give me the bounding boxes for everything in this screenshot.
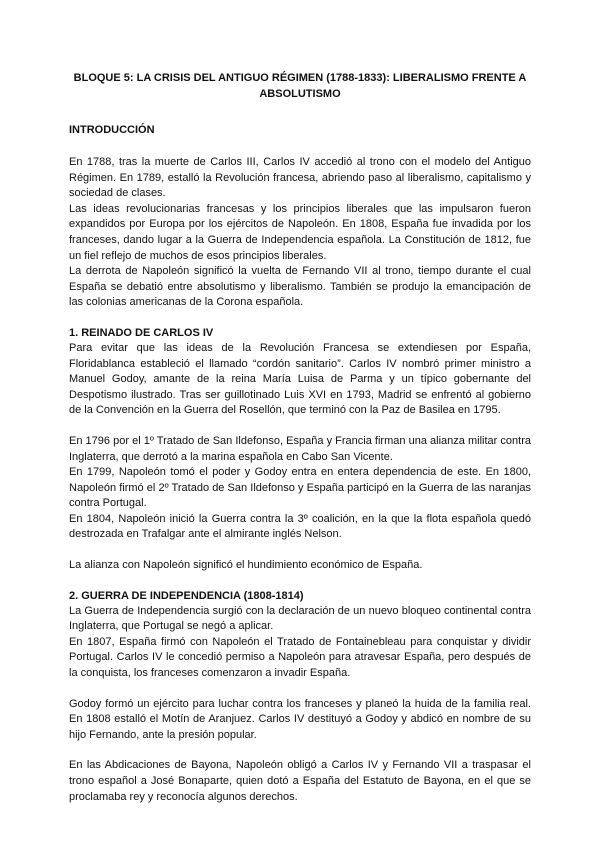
section-1-paragraph-2: En 1796 por el 1º Tratado de San Ildefonso, España y Francia firman una alianza militar contra Inglaterra, que derrotó a la marina española en Cabo San Vicente. <box>69 434 531 463</box>
section-1-heading: 1. REINADO DE CARLOS IV <box>69 326 214 339</box>
section-1-paragraph-3: En 1799, Napoleón tomó el poder y Godoy entra en entera dependencia de este. En 1800, Napoleón firmó el 2º Tratado de San Ildefonso y España participó en la Guerra de las naranjas contra Portugal. <box>69 466 531 510</box>
introduction-paragraph-2: Las ideas revolucionarias francesas y los principios liberales que las impulsaron fueron expandidos por Europa por los ejércitos de Napoleón. En 1808, España fue invadida por los franceses, dando lugar a la Guerra de Independencia española. La Constitución de 1812, fue un fiel reflejo de muchos de esos principios liberales. <box>69 202 531 262</box>
section-1-paragraph-5: La alianza con Napoleón significó el hundimiento económico de España. <box>69 559 423 572</box>
section-2-paragraph-1: La Guerra de Independencia surgió con la declaración de un nuevo bloqueo continental contra Inglaterra, que Portugal se negó a aplicar. <box>69 604 531 633</box>
section-2-paragraph-3: Godoy formó un ejército para luchar contra los franceses y planeó la huida de la familia real. En 1808 estalló el Motín de Aranjuez. Carlos IV destituyó a Godoy y abdicó en nombre de su hijo Fernando, ante la presión popular. <box>69 697 531 741</box>
document-title: BLOQUE 5: LA CRISIS DEL ANTIGUO RÉGIMEN (1788-1833): LIBERALISMO FRENTE A ABSOLUTISMO <box>73 72 527 100</box>
spacer <box>69 682 531 697</box>
introduction-heading: INTRODUCCIÓN <box>69 124 155 136</box>
section-2-heading: 2. GUERRA DE INDEPENDENCIA (1808-1814) <box>69 589 304 602</box>
section-2-paragraph-4: En las Abdicaciones de Bayona, Napoleón obligó a Carlos IV y Fernando VII a traspasar el trono español a José Bonaparte, quien dotó a España del Estatuto de Bayona, en el que se proclamaba rey y reconocía algunos derechos. <box>69 759 531 803</box>
section-1-paragraph-1: Para evitar que las ideas de la Revolución Francesa se extendiesen por España, Floridablanca estableció el llamado “cordón sanitario”. Carlos IV nombró primer ministro a Manuel Godoy, amante de la reina María Luisa de Parma y un típico gobernante del Despotismo ilustrado. Tras ser guillotinado Luis XVI en 1793, Madrid se enfrentó al gobierno de la Convención en la Guerra del Rosellón, que terminó con la Paz de Basilea en 1795. <box>69 341 531 417</box>
introduction-paragraph-1: En 1788, tras la muerte de Carlos III, Carlos IV accedió al trono con el modelo del Antiguo Régimen. En 1789, estalló la Revolución francesa, abriendo paso al liberalismo, capitalismo y sociedad de clases. <box>69 156 531 200</box>
spacer <box>69 419 531 434</box>
section-2-paragraph-2: En 1807, España firmó con Napoleón el Tratado de Fontainebleau para conquistar y dividir Portugal. Carlos IV le concedió permiso a Napoleón para atravesar España, pero después de la conquista, los franceses comenzaron a invadir España. <box>69 635 531 680</box>
introduction-paragraph-3: La derrota de Napoleón significó la vuelta de Fernando VII al trono, tiempo durante el cual España se debatió entre absolutismo y liberalismo. También se produjo la emancipación de las colonias americanas de la Corona española. <box>69 265 531 309</box>
spacer <box>69 543 531 558</box>
section-1-paragraph-4: En 1804, Napoleón inició la Guerra contra la 3º coalición, en la que la flota española quedó destrozada en Trafalgar ante el almirante inglés Nelson. <box>69 512 531 541</box>
spacer <box>69 574 531 589</box>
spacer <box>69 311 531 326</box>
spacer <box>69 743 531 758</box>
